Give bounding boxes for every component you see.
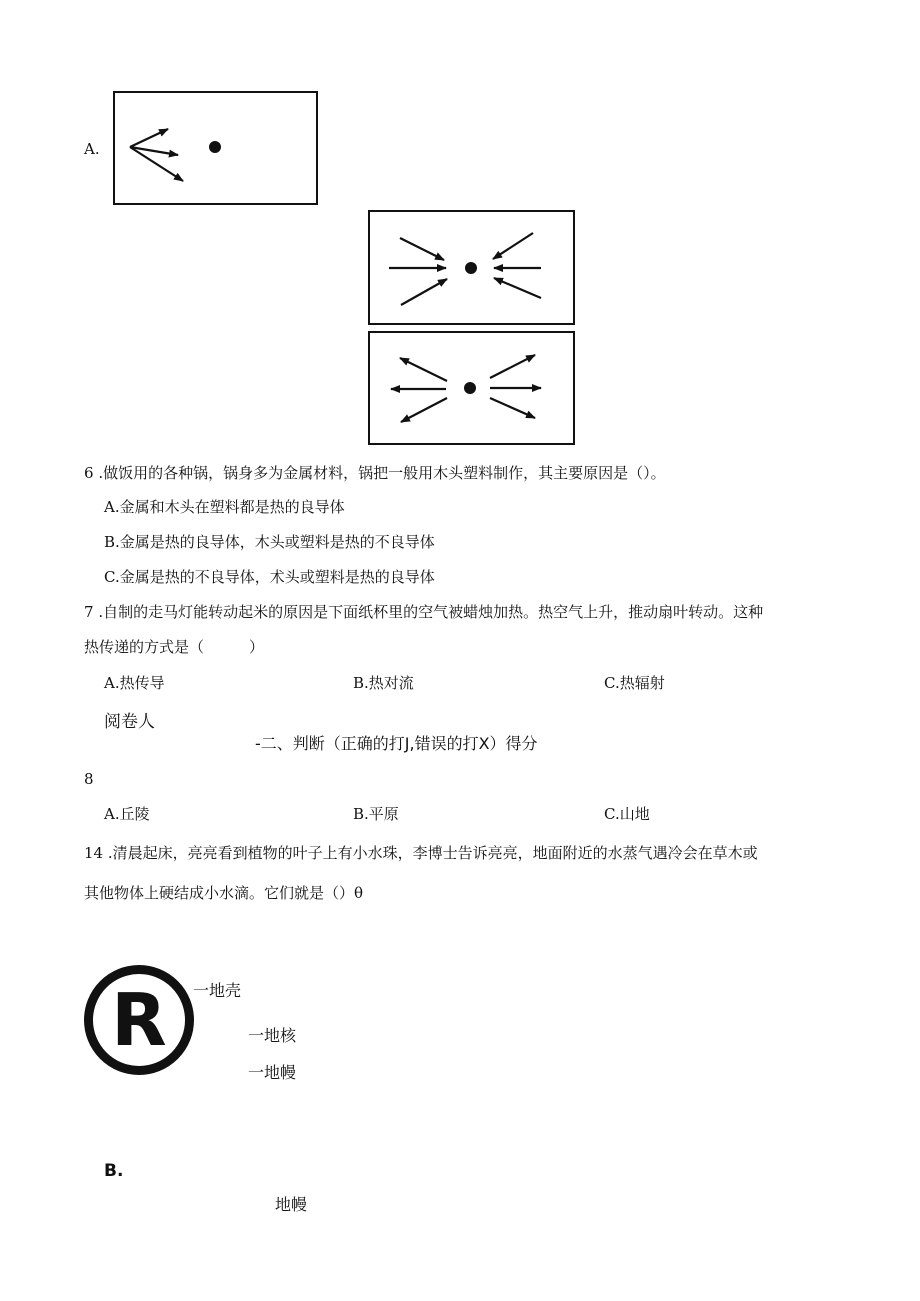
option-b-label[interactable]: B. bbox=[104, 1161, 124, 1181]
reviewer-label: 阅卷人 bbox=[104, 712, 155, 732]
question-6-option-b[interactable]: B.金属是热的良导体，木头或塑料是热的不良导体 bbox=[104, 533, 435, 551]
question-6-text: .做饭用的各种锅，锅身多为金属材料，锅把一般用木头塑料制作，其主要原因是（）。 bbox=[93, 464, 666, 482]
question-7-option-b[interactable]: B.热对流 bbox=[353, 674, 414, 692]
label-mantle: 一地幔 bbox=[248, 1063, 297, 1082]
question-7-number: 7 bbox=[84, 603, 94, 621]
figure-diverge-dot bbox=[464, 382, 476, 394]
registered-symbol: R bbox=[84, 965, 194, 1075]
label-core: 一地核 bbox=[248, 1026, 297, 1045]
question-7-line-2: 热传递的方式是（ ） bbox=[84, 638, 265, 656]
question-8-number: 8 bbox=[84, 770, 94, 788]
question-14-line-2: 其他物体上硬结成小水滴。它们就是（）θ bbox=[84, 884, 364, 902]
question-7-option-c[interactable]: C.热辐射 bbox=[604, 674, 665, 692]
figure-a-arrows bbox=[130, 129, 183, 181]
question-7-option-a[interactable]: A.热传导 bbox=[104, 674, 165, 692]
question-8-option-a[interactable]: A.丘陵 bbox=[104, 805, 150, 823]
question-6-option-a[interactable]: A.金属和木头在塑料都是热的良导体 bbox=[104, 498, 345, 516]
figure-converge-arrows bbox=[389, 233, 541, 305]
section-heading: -二、判断（正确的打J,错误的打X）得分 bbox=[255, 734, 538, 753]
question-6 bbox=[84, 463, 666, 483]
question-8-option-b[interactable]: B.平原 bbox=[353, 805, 399, 823]
question-8-option-c[interactable]: C.山地 bbox=[604, 805, 650, 823]
figure-option-a-label: A. bbox=[84, 140, 100, 158]
question-7-text: .自制的走马灯能转动起米的原因是下面纸杯里的空气被蜡烛加热。热空气上升，推动扇叶转动。这种 bbox=[93, 603, 764, 621]
question-14-line-1 bbox=[84, 843, 758, 863]
question-14-text: .清晨起床，亮亮看到植物的叶子上有小水珠，李博士告诉亮亮，地面附近的水蒸气遇冷会在草木或 bbox=[103, 844, 758, 862]
question-6-number: 6 bbox=[84, 464, 94, 482]
question-6-option-c[interactable]: C.金属是热的不良导体，术头或塑料是热的良导体 bbox=[104, 568, 435, 586]
figure-a-dot bbox=[209, 141, 221, 153]
figure-converge-dot bbox=[465, 262, 477, 274]
label-crust: 一地壳 bbox=[193, 981, 242, 1000]
question-7-line-1 bbox=[84, 602, 763, 622]
option-b-caption: 地幔 bbox=[275, 1195, 308, 1214]
question-14-number: 14 bbox=[84, 844, 104, 862]
